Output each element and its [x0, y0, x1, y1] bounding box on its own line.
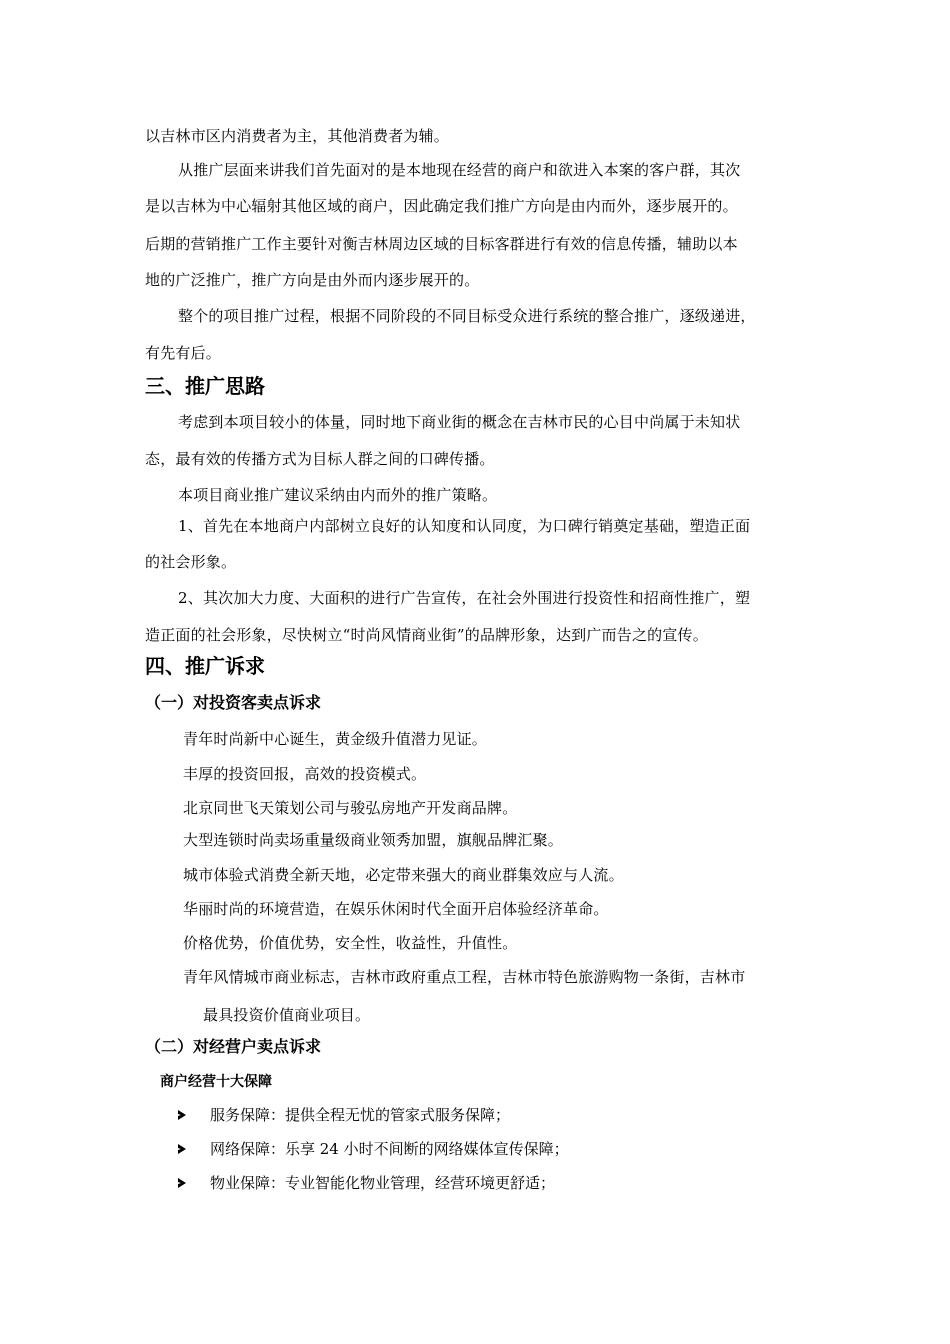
tenant-bullet-1: [178, 1105, 510, 1125]
tenant-guarantee-subtitle: 商户经营十大保障: [160, 1074, 272, 1090]
para3-line-1: 整个的项目推广过程，根据不同阶段的不同目标受众进行系统的整合推广，逐级递进，: [178, 307, 756, 325]
investor-point-7: 价格优势，价值优势，安全性，收益性，升值性。: [183, 934, 518, 952]
investor-point-1: 青年时尚新中心诞生，黄金级升值潜力见证。: [183, 730, 488, 748]
section3-p1-line-1: 考虑到本项目较小的体量，同时地下商业街的概念在吉林市民的心目中尚属于未知状: [178, 413, 741, 431]
section3-p3-line-1: 1、首先在本地商户内部树立良好的认知度和认同度，为口碑行销奠定基础，塑造正面: [178, 517, 751, 535]
section3-p4-line-1: 2、其次加大力度、大面积的进行广告宣传，在社会外围进行投资性和招商性推广，塑: [178, 589, 751, 607]
tenant-bullet-1-text: 服务保障：提供全程无忧的管家式服务保障；: [210, 1106, 511, 1124]
investor-point-8-line-2: 最具投资价值商业项目。: [203, 1006, 371, 1024]
section4-sub2-heading: （二）对经营户卖点诉求: [145, 1037, 322, 1056]
tenant-bullet-3: [178, 1173, 555, 1193]
section3-heading: 三、推广思路: [145, 374, 265, 398]
section4-heading: 四、推广诉求: [145, 654, 265, 678]
section3-p1-line-2: 态，最有效的传播方式为目标人群之间的口碑传播。: [145, 450, 495, 468]
para2-line-2: 是以吉林为中心辐射其他区域的商户，因此确定我们推广方向是由内而外，逐步展开的。: [145, 197, 738, 215]
tenant-bullet-3-text: 物业保障：专业智能化物业管理，经营环境更舒适；: [210, 1174, 556, 1192]
para2-line-4: 地的广泛推广，推广方向是由外而内逐步展开的。: [145, 271, 480, 289]
investor-point-2: 丰厚的投资回报，高效的投资模式。: [183, 765, 427, 783]
section3-p3-line-2: 的社会形象。: [145, 553, 237, 571]
section4-sub1-heading: （一）对投资客卖点诉求: [145, 693, 322, 712]
investor-point-3: 北京同世飞天策划公司与骏弘房地产开发商品牌。: [183, 799, 518, 817]
arrow-bullet-icon: [178, 1178, 186, 1188]
tenant-bullet-2: [178, 1139, 569, 1159]
intro-line-1: 以吉林市区内消费者为主，其他消费者为辅。: [145, 127, 450, 145]
arrow-bullet-icon: [178, 1110, 186, 1120]
para2-line-1: 从推广层面来讲我们首先面对的是本地现在经营的商户和欲进入本案的客户群，其次: [178, 161, 741, 179]
investor-point-4: 大型连锁时尚卖场重量级商业领秀加盟，旗舰品牌汇聚。: [183, 831, 564, 849]
investor-point-6: 华丽时尚的环境营造，在娱乐休闲时代全面开启体验经济革命。: [183, 900, 609, 918]
para2-line-3: 后期的营销推广工作主要针对衡吉林周边区域的目标客群进行有效的信息传播，辅助以本: [145, 235, 738, 253]
tenant-bullet-2-text: 网络保障：乐享 24 小时不间断的网络媒体宣传保障；: [210, 1140, 569, 1158]
investor-point-5: 城市体验式消费全新天地，必定带来强大的商业群集效应与人流。: [183, 866, 624, 884]
investor-point-8-line-1: 青年风情城市商业标志，吉林市政府重点工程，吉林市特色旅游购物一条街，吉林市: [183, 968, 746, 986]
arrow-bullet-icon: [178, 1144, 186, 1154]
para3-line-2: 有先有后。: [145, 344, 222, 362]
section3-p4-line-2: 造正面的社会形象，尽快树立“时尚风情商业街”的品牌形象，达到广而告之的宣传。: [145, 626, 708, 644]
section3-p2: 本项目商业推广建议采纳由内而外的推广策略。: [178, 486, 498, 504]
